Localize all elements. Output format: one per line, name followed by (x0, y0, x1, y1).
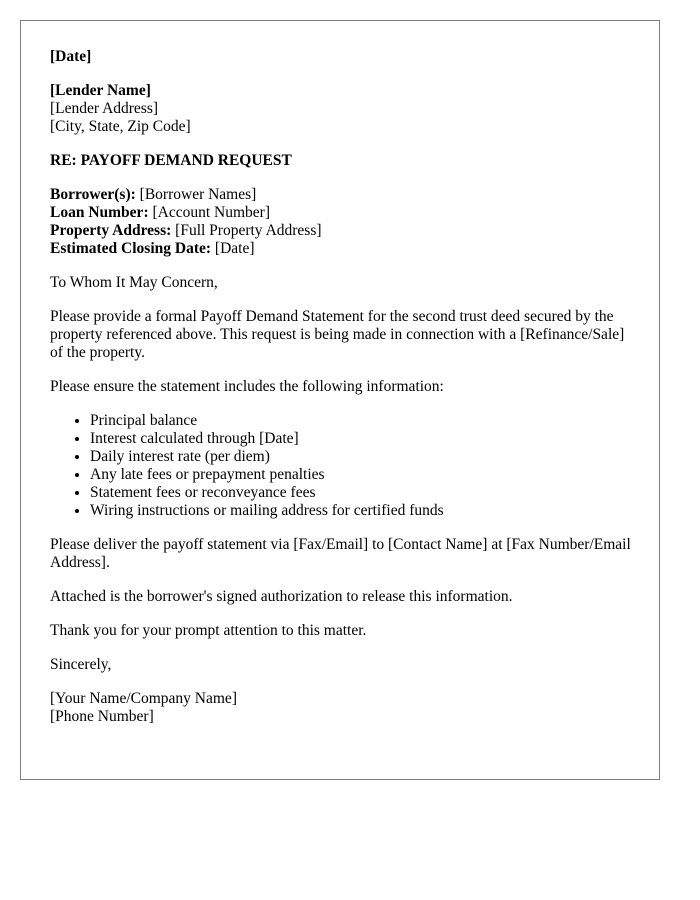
subject-block (50, 152, 631, 170)
signature-phone: [Phone Number] (50, 708, 154, 725)
lender-block (50, 82, 631, 136)
detail-value: [Full Property Address] (171, 222, 322, 239)
loan-details (50, 186, 631, 258)
letter-date: [Date] (50, 48, 92, 65)
closing: Sincerely, (50, 656, 112, 673)
detail-label: Property Address: (50, 222, 172, 239)
attached-paragraph: Attached is the borrower's signed authorization to release this information. (50, 588, 513, 605)
request-paragraph: Please provide a formal Payoff Demand Statement for the second trust deed secured by the property referenced above. This request is being made in connection with a [Refinance/Sale] of the property. (50, 308, 625, 361)
list-item: • Any late fees or prepayment penalties (90, 466, 631, 484)
include-paragraph: Please ensure the statement includes the following information: (50, 378, 444, 395)
detail-label: Estimated Closing Date: (50, 240, 212, 257)
detail-loan-number (50, 204, 631, 222)
detail-value: [Borrower Names] (135, 186, 257, 203)
salutation: To Whom It May Concern, (50, 274, 218, 291)
detail-borrower (50, 186, 631, 204)
delivery-paragraph: Please deliver the payoff statement via [Fax/Email] to [Contact Name] at [Fax Number/Email Address]. (50, 536, 631, 571)
required-items-list (50, 412, 631, 520)
list-item: • Wiring instructions or mailing address for certified funds (90, 502, 631, 520)
detail-closing-date (50, 240, 631, 258)
detail-property-address (50, 222, 631, 240)
letter-page (20, 20, 660, 780)
thanks-paragraph: Thank you for your prompt attention to this matter. (50, 622, 367, 639)
lender-name: [Lender Name] (50, 82, 151, 99)
lender-address: [Lender Address] (50, 100, 159, 117)
list-item: • Daily interest rate (per diem) (90, 448, 631, 466)
detail-value: [Date] (211, 240, 255, 257)
list-item: • Interest calculated through [Date] (90, 430, 631, 448)
detail-label: Loan Number: (50, 204, 149, 221)
list-item: • Principal balance (90, 412, 631, 430)
signature-block (50, 690, 631, 726)
detail-label: Borrower(s): (50, 186, 136, 203)
detail-value: [Account Number] (148, 204, 270, 221)
signature-name: [Your Name/Company Name] (50, 690, 237, 707)
date-block (50, 48, 631, 66)
lender-city-state-zip: [City, State, Zip Code] (50, 118, 191, 135)
list-item: • Statement fees or reconveyance fees (90, 484, 631, 502)
subject-line: RE: PAYOFF DEMAND REQUEST (50, 152, 292, 169)
